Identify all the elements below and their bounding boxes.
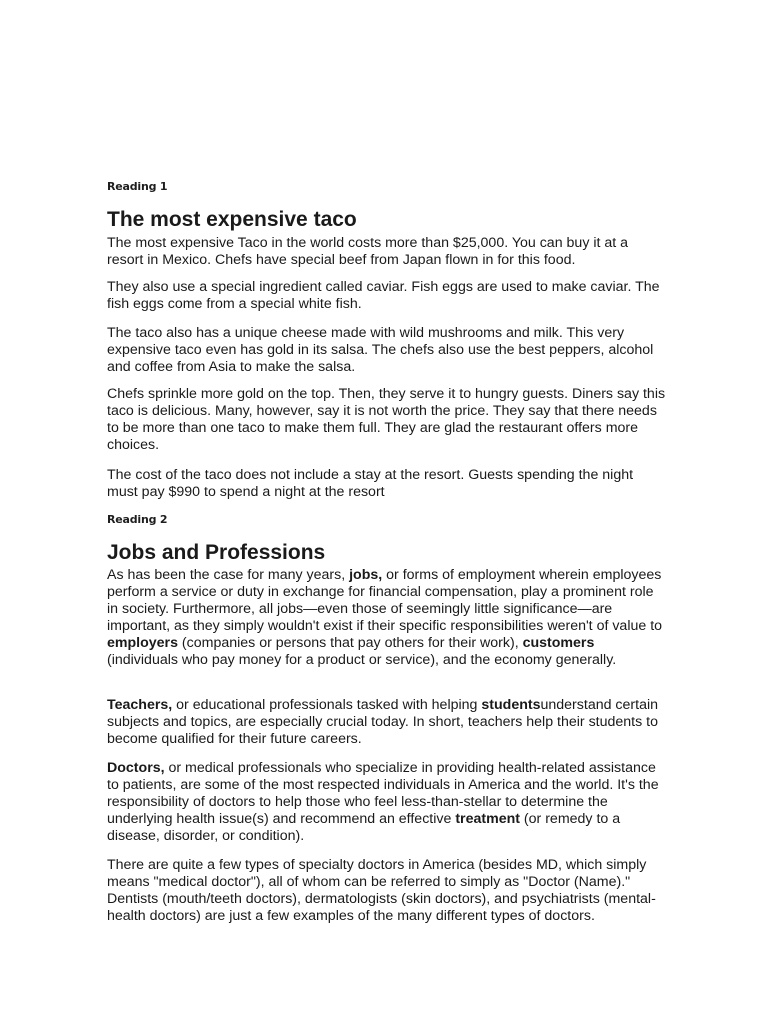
- text-run: or medical professionals who specialize in providing health-related assistance to patients, are some of the most respected individuals in America and the world. It's the responsibility of doctors to help those who feel less-than-stellar to determine the underlying health issue(s) and recommend an effective: [107, 760, 659, 827]
- text-run: understand certain subjects and topics, are especially crucial today. In short, teachers help their students to become qualified for their future careers.: [107, 697, 659, 747]
- reading-1-paragraph-5: The cost of the taco does not include a stay at the resort. Guests spending the night must pay $990 to spend a night at the resort: [107, 467, 634, 500]
- reading-2-title: Jobs and Professions: [107, 541, 326, 564]
- text-run: As has been the case for many years,: [107, 567, 350, 583]
- reading-2-paragraph-3: [107, 760, 667, 845]
- reading-1-paragraph-4: Chefs sprinkle more gold on the top. Then, they serve it to hungry guests. Diners say this taco is delicious. Many, however, say it is not worth the price. They say that there needs to be more than one taco to make them full. They are glad the restaurant offers more choices.: [107, 386, 666, 453]
- term-teachers: Teachers,: [107, 697, 173, 713]
- text-run: (individuals who pay money for a product or service), and the economy generally.: [107, 652, 617, 668]
- reading-2-paragraph-4: There are quite a few types of specialty doctors in America (besides MD, which simply means "medical doctor"), all of whom can be referred to simply as "Doctor (Name)." Dentists (mouth/teeth doctors), dermatologists (skin doctors), and psychiatrists (mental-health doctors) are just a few examples of the many different types of doctors.: [107, 857, 656, 924]
- text-run: or forms of employment wherein employees perform a service or duty in exchange for financial compensation, play a prominent role in society. Furthermore, all jobs—even those of seemingly little significance—are important, as they simply wouldn't exist if their specific responsibilities weren't of value to: [107, 567, 663, 634]
- term-jobs: jobs,: [349, 567, 383, 583]
- reading-2-paragraph-2: [107, 697, 667, 748]
- reading-1-paragraph-1: The most expensive Taco in the world costs more than $25,000. You can buy it at a resort in Mexico. Chefs have special beef from Japan flown in for this food.: [107, 235, 629, 268]
- reading-1-paragraph-2: They also use a special ingredient called caviar. Fish eggs are used to make caviar. The fish eggs come from a special white fish.: [107, 279, 660, 312]
- term-doctors: Doctors,: [107, 760, 165, 776]
- term-employers: employers: [107, 635, 178, 651]
- term-students: students: [481, 697, 541, 713]
- reading-2-paragraph-1: [107, 567, 667, 669]
- reading-1-paragraph-3: The taco also has a unique cheese made with wild mushrooms and milk. This very expensive taco even has gold in its salsa. The chefs also use the best peppers, alcohol and coffee from Asia to make the salsa.: [107, 325, 654, 375]
- text-run: (or remedy to a disease, disorder, or condition).: [107, 811, 621, 844]
- reading-2-label: Reading 2: [107, 513, 168, 526]
- term-treatment: treatment: [455, 811, 520, 827]
- term-customers: customers: [522, 635, 595, 651]
- reading-1-title: The most expensive taco: [107, 208, 357, 231]
- text-run: or educational professionals tasked with helping: [172, 697, 482, 713]
- reading-1-label: Reading 1: [107, 180, 168, 193]
- text-run: (companies or persons that pay others for their work),: [177, 635, 523, 651]
